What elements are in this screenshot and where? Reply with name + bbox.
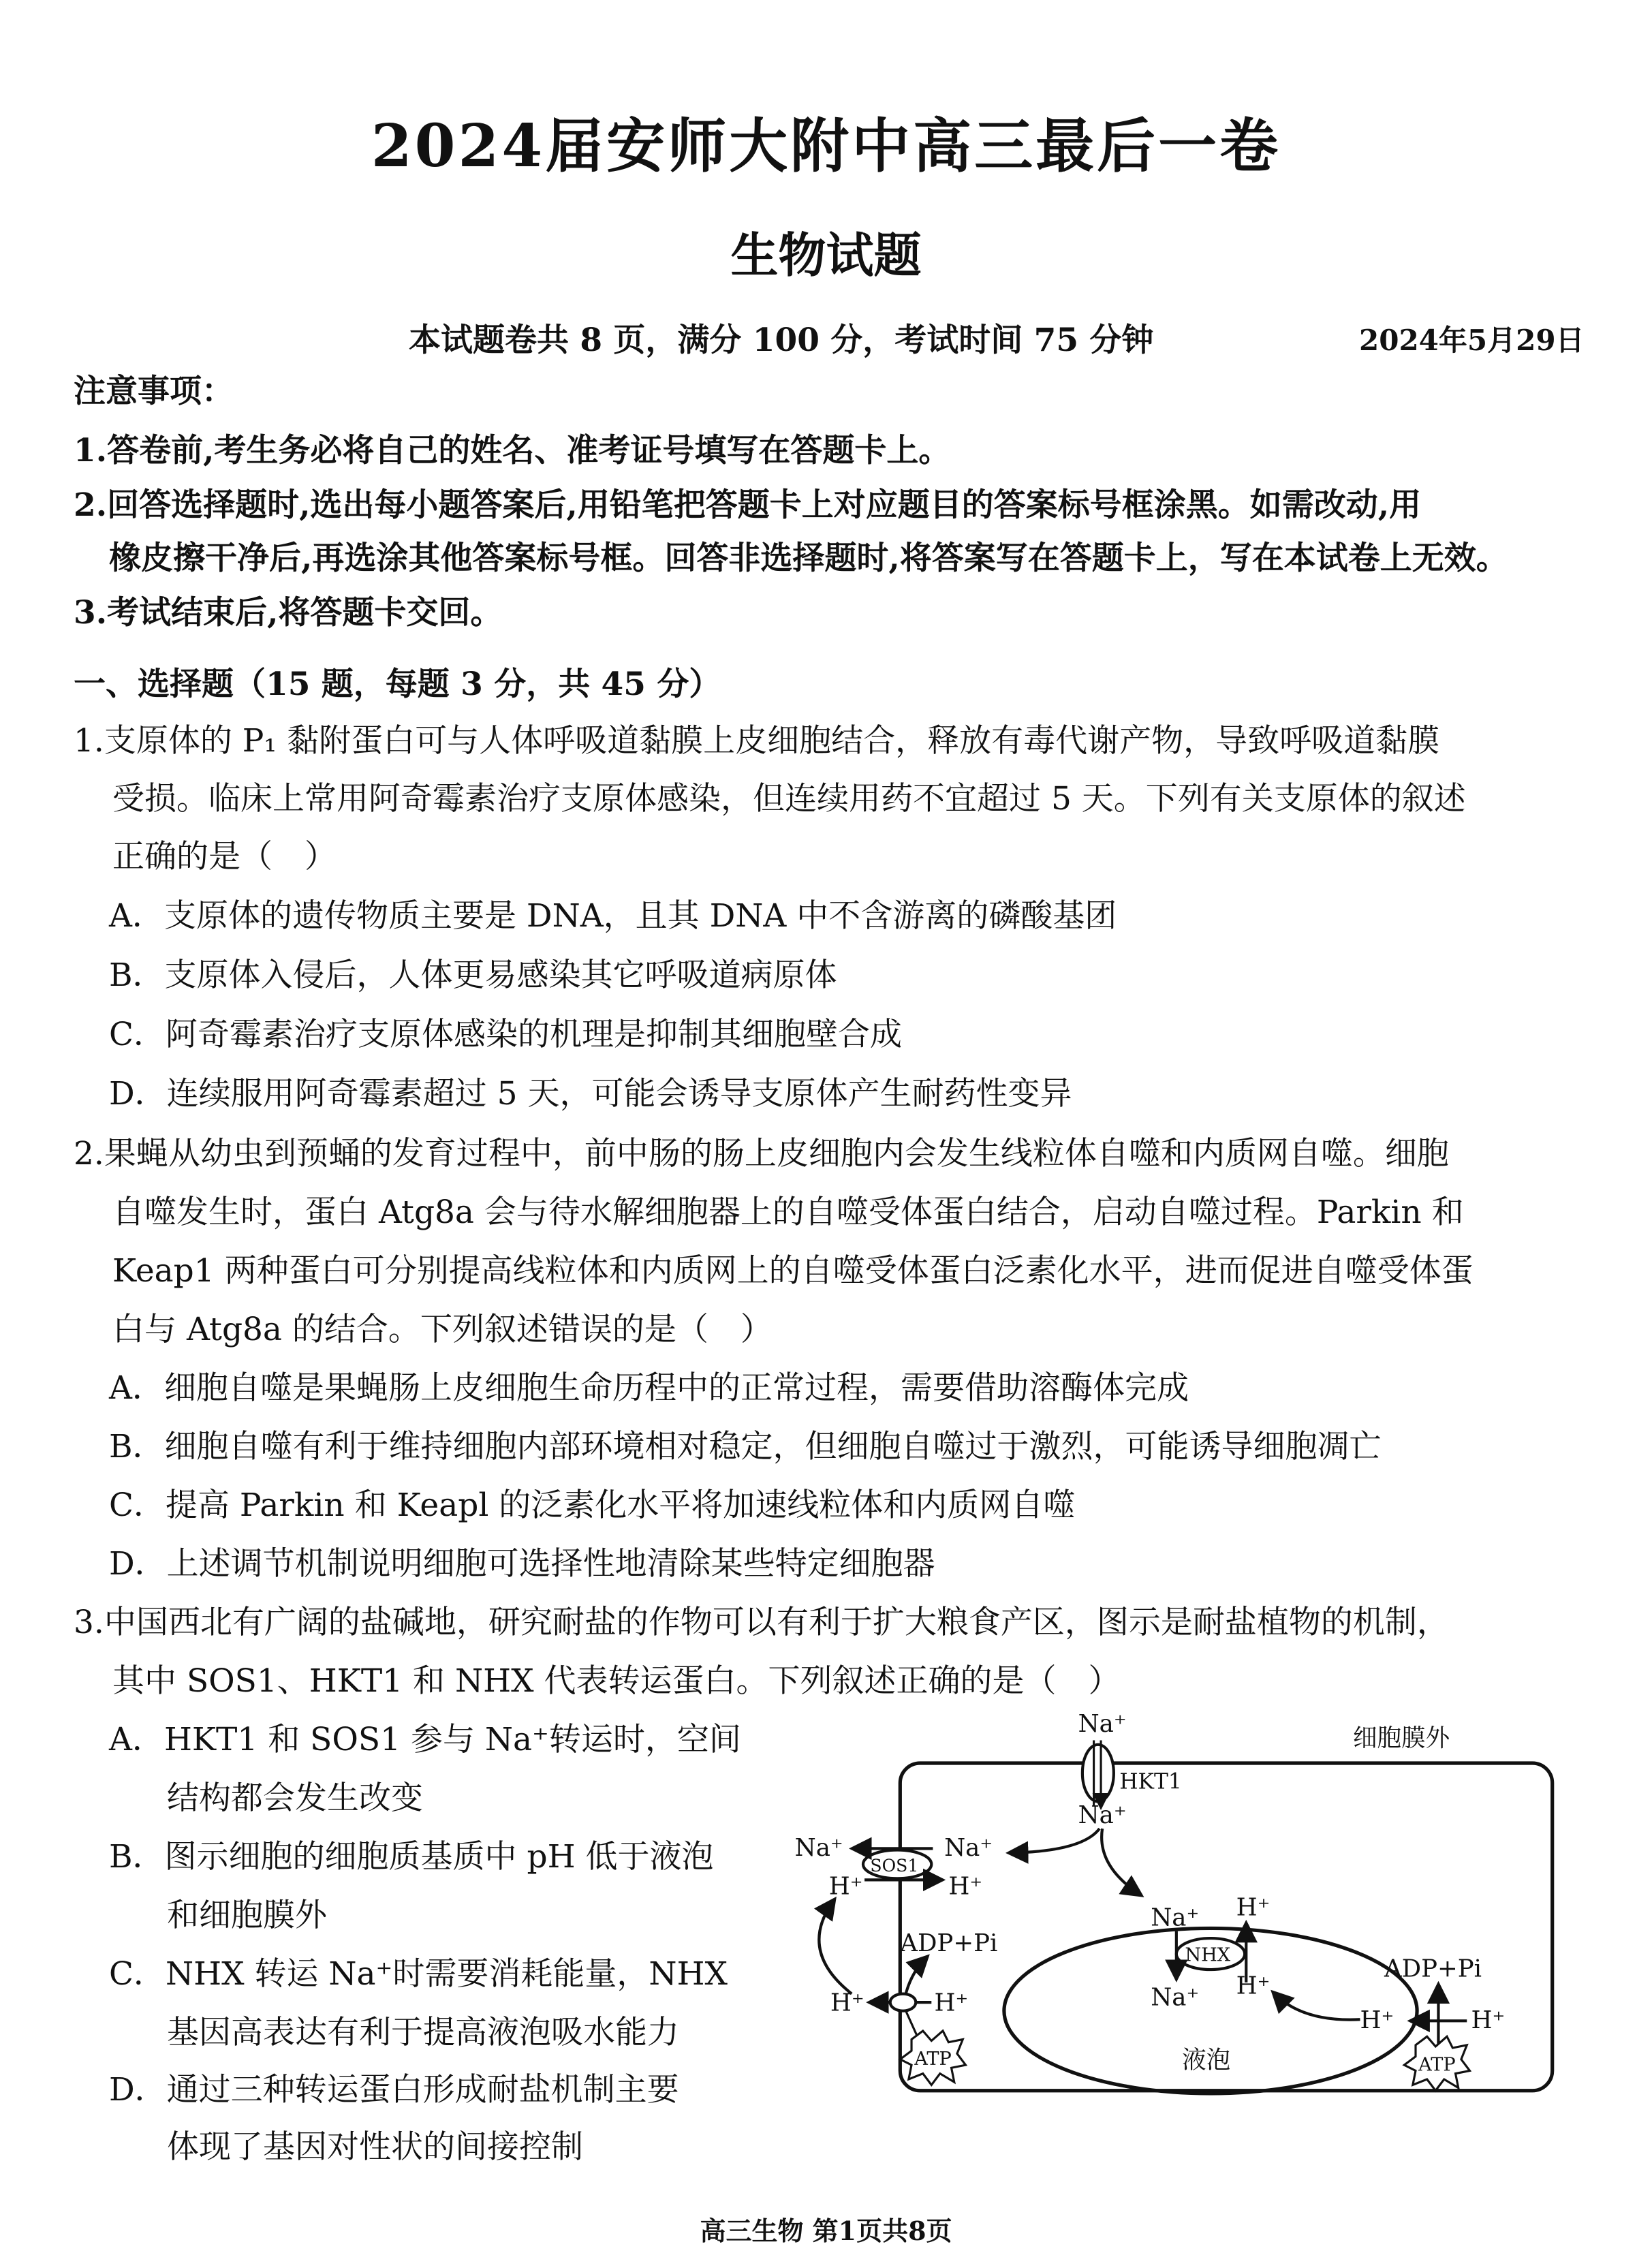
exam-subtitle: 生物试题 bbox=[730, 227, 922, 283]
note-item: 1.答卷前,考生务必将自己的姓名、准考证号填写在答题卡上。 bbox=[74, 432, 951, 469]
exam-title: 2024届安师大附中高三最后一卷 bbox=[371, 112, 1281, 181]
question-2-option-d: D．上述调节机制说明细胞可选择性地清除某些特定细胞器 bbox=[109, 1545, 935, 1583]
question-2-line: 自噬发生时，蛋白 Atg8a 会与待水解细胞器上的自噬受体蛋白结合，启动自噬过程。Parkin 和 bbox=[112, 1194, 1464, 1231]
adp-label: ADP+Pi bbox=[900, 1929, 998, 1957]
question-3-option-a-cont: 结构都会发生改变 bbox=[167, 1779, 423, 1817]
h-label: H⁺ bbox=[1236, 1972, 1271, 2000]
question-3-line: 3.中国西北有广阔的盐碱地，研究耐盐的作物可以有利于扩大粮食产区，图示是耐盐植物的机制， bbox=[74, 1604, 1449, 1641]
vacuole-label: 液泡 bbox=[1182, 2046, 1231, 2074]
h-label: H⁺ bbox=[1360, 2006, 1394, 2034]
na-label: Na⁺ bbox=[1151, 1983, 1200, 2012]
section-heading: 一、选择题（15 题，每题 3 分，共 45 分） bbox=[74, 666, 721, 703]
note-item: 2.回答选择题时,选出每小题答案后,用铅笔把答题卡上对应题目的答案标号框涂黑。如需改动,用 bbox=[74, 486, 1422, 524]
h-label: H⁺ bbox=[934, 1989, 969, 2017]
question-3-option-a: A．HKT1 和 SOS1 参与 Na⁺转运时，空间 bbox=[109, 1721, 741, 1758]
exam-date: 2024年5月29日 bbox=[1359, 324, 1585, 357]
question-1-option-a: A．支原体的遗传物质主要是 DNA，且其 DNA 中不含游离的磷酸基团 bbox=[109, 897, 1117, 935]
h-label: H⁺ bbox=[830, 1989, 864, 2017]
note-item: 3.考试结束后,将答题卡交回。 bbox=[74, 594, 503, 632]
question-2-line: 白与 Atg8a 的结合。下列叙述错误的是（ ） bbox=[112, 1311, 773, 1348]
proton-pump-left bbox=[890, 1994, 916, 2011]
question-2-line: 2.果蝇从幼虫到预蛹的发育过程中，前中肠的肠上皮细胞内会发生线粒体自噬和内质网自噬。细胞 bbox=[74, 1135, 1449, 1172]
atp-label: ATP bbox=[914, 2049, 952, 2070]
h-label: H⁺ bbox=[1236, 1893, 1271, 1922]
atp-label: ATP bbox=[1418, 2054, 1456, 2076]
page-footer: 高三生物 第1页共8页 bbox=[700, 2215, 952, 2246]
note-item: 橡皮擦干净后,再选涂其他答案标号框。回答非选择题时,将答案写在答题卡上，写在本试卷上无效。 bbox=[109, 540, 1508, 577]
question-1-line: 正确的是（ ） bbox=[112, 838, 337, 875]
nhx-label: NHX bbox=[1185, 1944, 1231, 1966]
adp-label: ADP+Pi bbox=[1384, 1955, 1482, 1983]
salt-tolerance-diagram bbox=[769, 1702, 1652, 2125]
question-1-option-b: B．支原体入侵后，人体更易感染其它呼吸道病原体 bbox=[109, 957, 837, 994]
na-label: Na⁺ bbox=[1078, 1709, 1127, 1738]
outside-label: 细胞膜外 bbox=[1353, 1724, 1450, 1752]
question-3-option-d: D．通过三种转运蛋白形成耐盐机制主要 bbox=[109, 2071, 679, 2109]
sos1-label: SOS1 bbox=[870, 1855, 919, 1876]
hkt1-channel bbox=[1082, 1745, 1114, 1802]
na-label: Na⁺ bbox=[944, 1833, 993, 1862]
question-3-option-b-cont: 和细胞膜外 bbox=[167, 1897, 327, 1934]
na-label: Na⁺ bbox=[1078, 1801, 1127, 1829]
question-3-option-c-cont: 基因高表达有利于提高液泡吸水能力 bbox=[167, 2014, 679, 2051]
h-label: H⁺ bbox=[948, 1872, 983, 1901]
h-label: H⁺ bbox=[1471, 2006, 1506, 2034]
question-1-line: 受损。临床上常用阿奇霉素治疗支原体感染，但连续用药不宜超过 5 天。下列有关支原体的叙述 bbox=[112, 780, 1466, 818]
question-2-option-a: A．细胞自噬是果蝇肠上皮细胞生命历程中的正常过程，需要借助溶酶体完成 bbox=[109, 1369, 1189, 1407]
na-label: Na⁺ bbox=[794, 1833, 843, 1862]
na-label: Na⁺ bbox=[1151, 1903, 1200, 1932]
exam-info: 本试题卷共 8 页，满分 100 分，考试时间 75 分钟 bbox=[409, 322, 1154, 359]
question-2-line: Keap1 两种蛋白可分别提高线粒体和内质网上的自噬受体蛋白泛素化水平，进而促进自噬受体蛋 bbox=[112, 1252, 1474, 1290]
question-2-option-b: B．细胞自噬有利于维持细胞内部环境相对稳定，但细胞自噬过于激烈，可能诱导细胞凋亡 bbox=[109, 1428, 1382, 1465]
hkt1-label: HKT1 bbox=[1119, 1769, 1182, 1794]
question-3-option-b: B．图示细胞的细胞质基质中 pH 低于液泡 bbox=[109, 1838, 714, 1876]
question-3-option-d-cont: 体现了基因对性状的间接控制 bbox=[167, 2128, 583, 2166]
question-1-line: 1.支原体的 P₁ 黏附蛋白可与人体呼吸道黏膜上皮细胞结合，释放有毒代谢产物，导致呼吸道黏膜 bbox=[74, 722, 1440, 760]
question-1-option-d: D．连续服用阿奇霉素超过 5 天，可能会诱导支原体产生耐药性变异 bbox=[109, 1075, 1072, 1113]
h-label: H⁺ bbox=[828, 1872, 863, 1901]
question-3-line: 其中 SOS1、HKT1 和 NHX 代表转运蛋白。下列叙述正确的是（ ） bbox=[112, 1662, 1121, 1700]
question-1-option-c: C．阿奇霉素治疗支原体感染的机理是抑制其细胞壁合成 bbox=[109, 1016, 902, 1053]
question-2-option-c: C．提高 Parkin 和 Keapl 的泛素化水平将加速线粒体和内质网自噬 bbox=[109, 1487, 1076, 1524]
question-3-option-c: C．NHX 转运 Na⁺时需要消耗能量，NHX bbox=[109, 1955, 728, 1993]
notes-heading: 注意事项： bbox=[74, 373, 234, 410]
